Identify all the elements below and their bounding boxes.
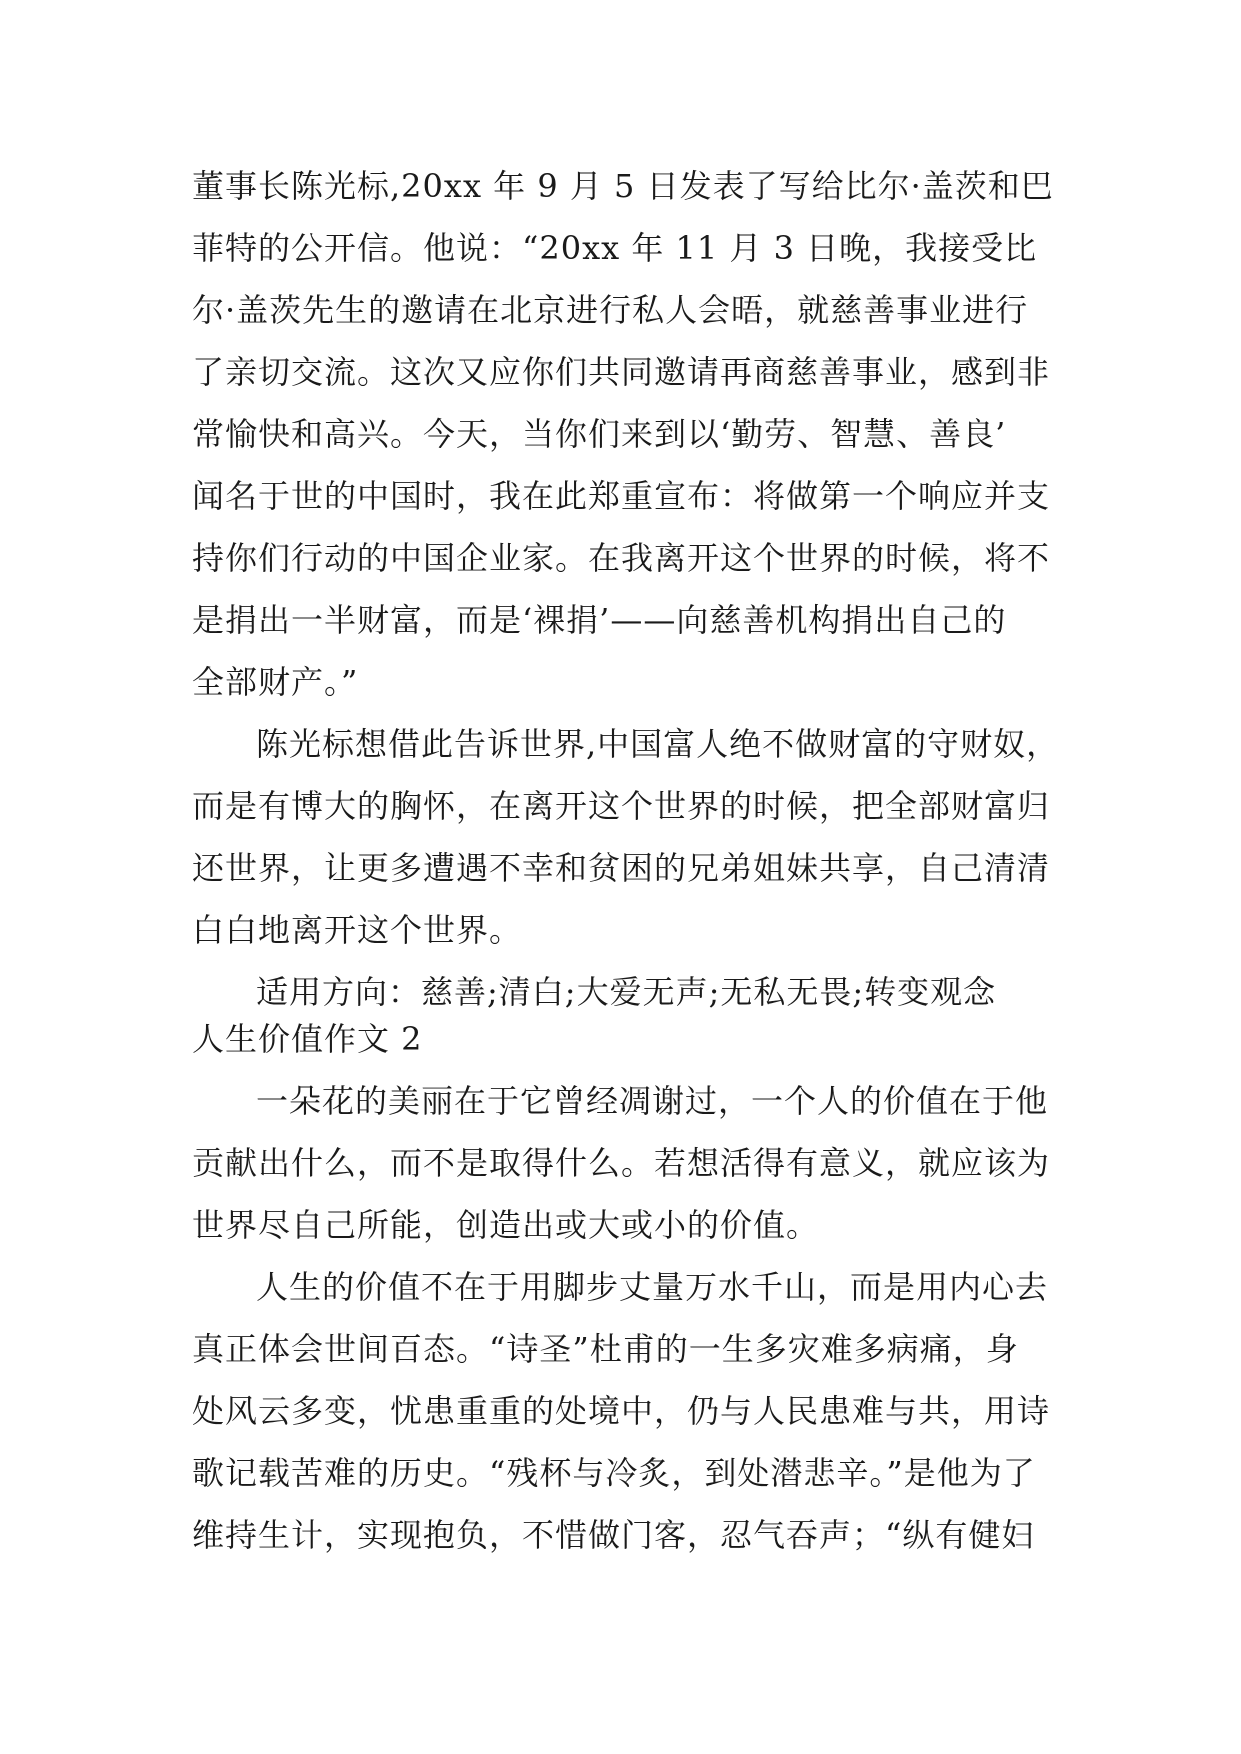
text-line: 全部财产。”	[192, 663, 359, 701]
text-line: 歌记载苦难的历史。“残杯与冷炙，到处潜悲辛。”是他为了	[192, 1454, 1036, 1492]
text-line: 了亲切交流。这次又应你们共同邀请再商慈善事业，感到非	[192, 353, 1051, 391]
text-line: 而是有博大的胸怀，在离开这个世界的时候，把全部财富归	[192, 787, 1051, 825]
text-line: 尔·盖茨先生的邀请在北京进行私人会晤，就慈善事业进行	[192, 291, 1029, 329]
text-line: 处风云多变，忧患重重的处境中，仍与人民患难与共，用诗	[192, 1392, 1051, 1430]
text-line: 维持生计，实现抱负，不惜做门客，忍气吞声；“纵有健妇	[192, 1516, 1035, 1554]
paragraph-du-fu	[192, 1256, 1052, 1566]
section-title: 人生价值作文 2	[192, 1020, 423, 1058]
text-line: 是捐出一半财富，而是‘裸捐’——向慈善机构捐出自己的	[192, 601, 1007, 639]
text-line: 适用方向：慈善;清白;大爱无声;无私无畏;转变观念	[256, 973, 997, 1011]
text-block-section-2	[192, 1008, 1052, 1566]
text-line: 世界尽自己所能，创造出或大或小的价值。	[192, 1206, 820, 1244]
text-line: 陈光标想借此告诉世界,中国富人绝不做财富的守财奴，	[256, 725, 1060, 763]
text-line: 贡献出什么，而不是取得什么。若想活得有意义，就应该为	[192, 1144, 1051, 1182]
text-line: 持你们行动的中国企业家。在我离开这个世界的时候，将不	[192, 539, 1051, 577]
text-line: 一朵花的美丽在于它曾经凋谢过，一个人的价值在于他	[256, 1082, 1049, 1120]
text-line: 董事长陈光标,20xx 年 9 月 5 日发表了写给比尔·盖茨和巴	[192, 167, 1054, 205]
paragraph-chen-guangbiao	[192, 713, 1060, 961]
text-line: 真正体会世间百态。“诗圣”杜甫的一生多灾难多病痛，身	[192, 1330, 1019, 1368]
text-line: 菲特的公开信。他说：“20xx 年 11 月 3 日晚，我接受比	[192, 229, 1038, 267]
text-line: 还世界，让更多遭遇不幸和贫困的兄弟姐妹共享，自己清清	[192, 849, 1051, 887]
text-line: 闻名于世的中国时，我在此郑重宣布：将做第一个响应并支	[192, 477, 1051, 515]
paragraph-open-letter	[192, 155, 1052, 713]
text-line: 常愉快和高兴。今天，当你们来到以‘勤劳、智慧、善良’	[192, 415, 1007, 453]
paragraph-flower	[192, 1070, 1052, 1256]
text-line: 白白地离开这个世界。	[192, 911, 523, 949]
text-line: 人生的价值不在于用脚步丈量万水千山，而是用内心去	[256, 1268, 1049, 1306]
text-block-top	[192, 155, 1060, 1023]
